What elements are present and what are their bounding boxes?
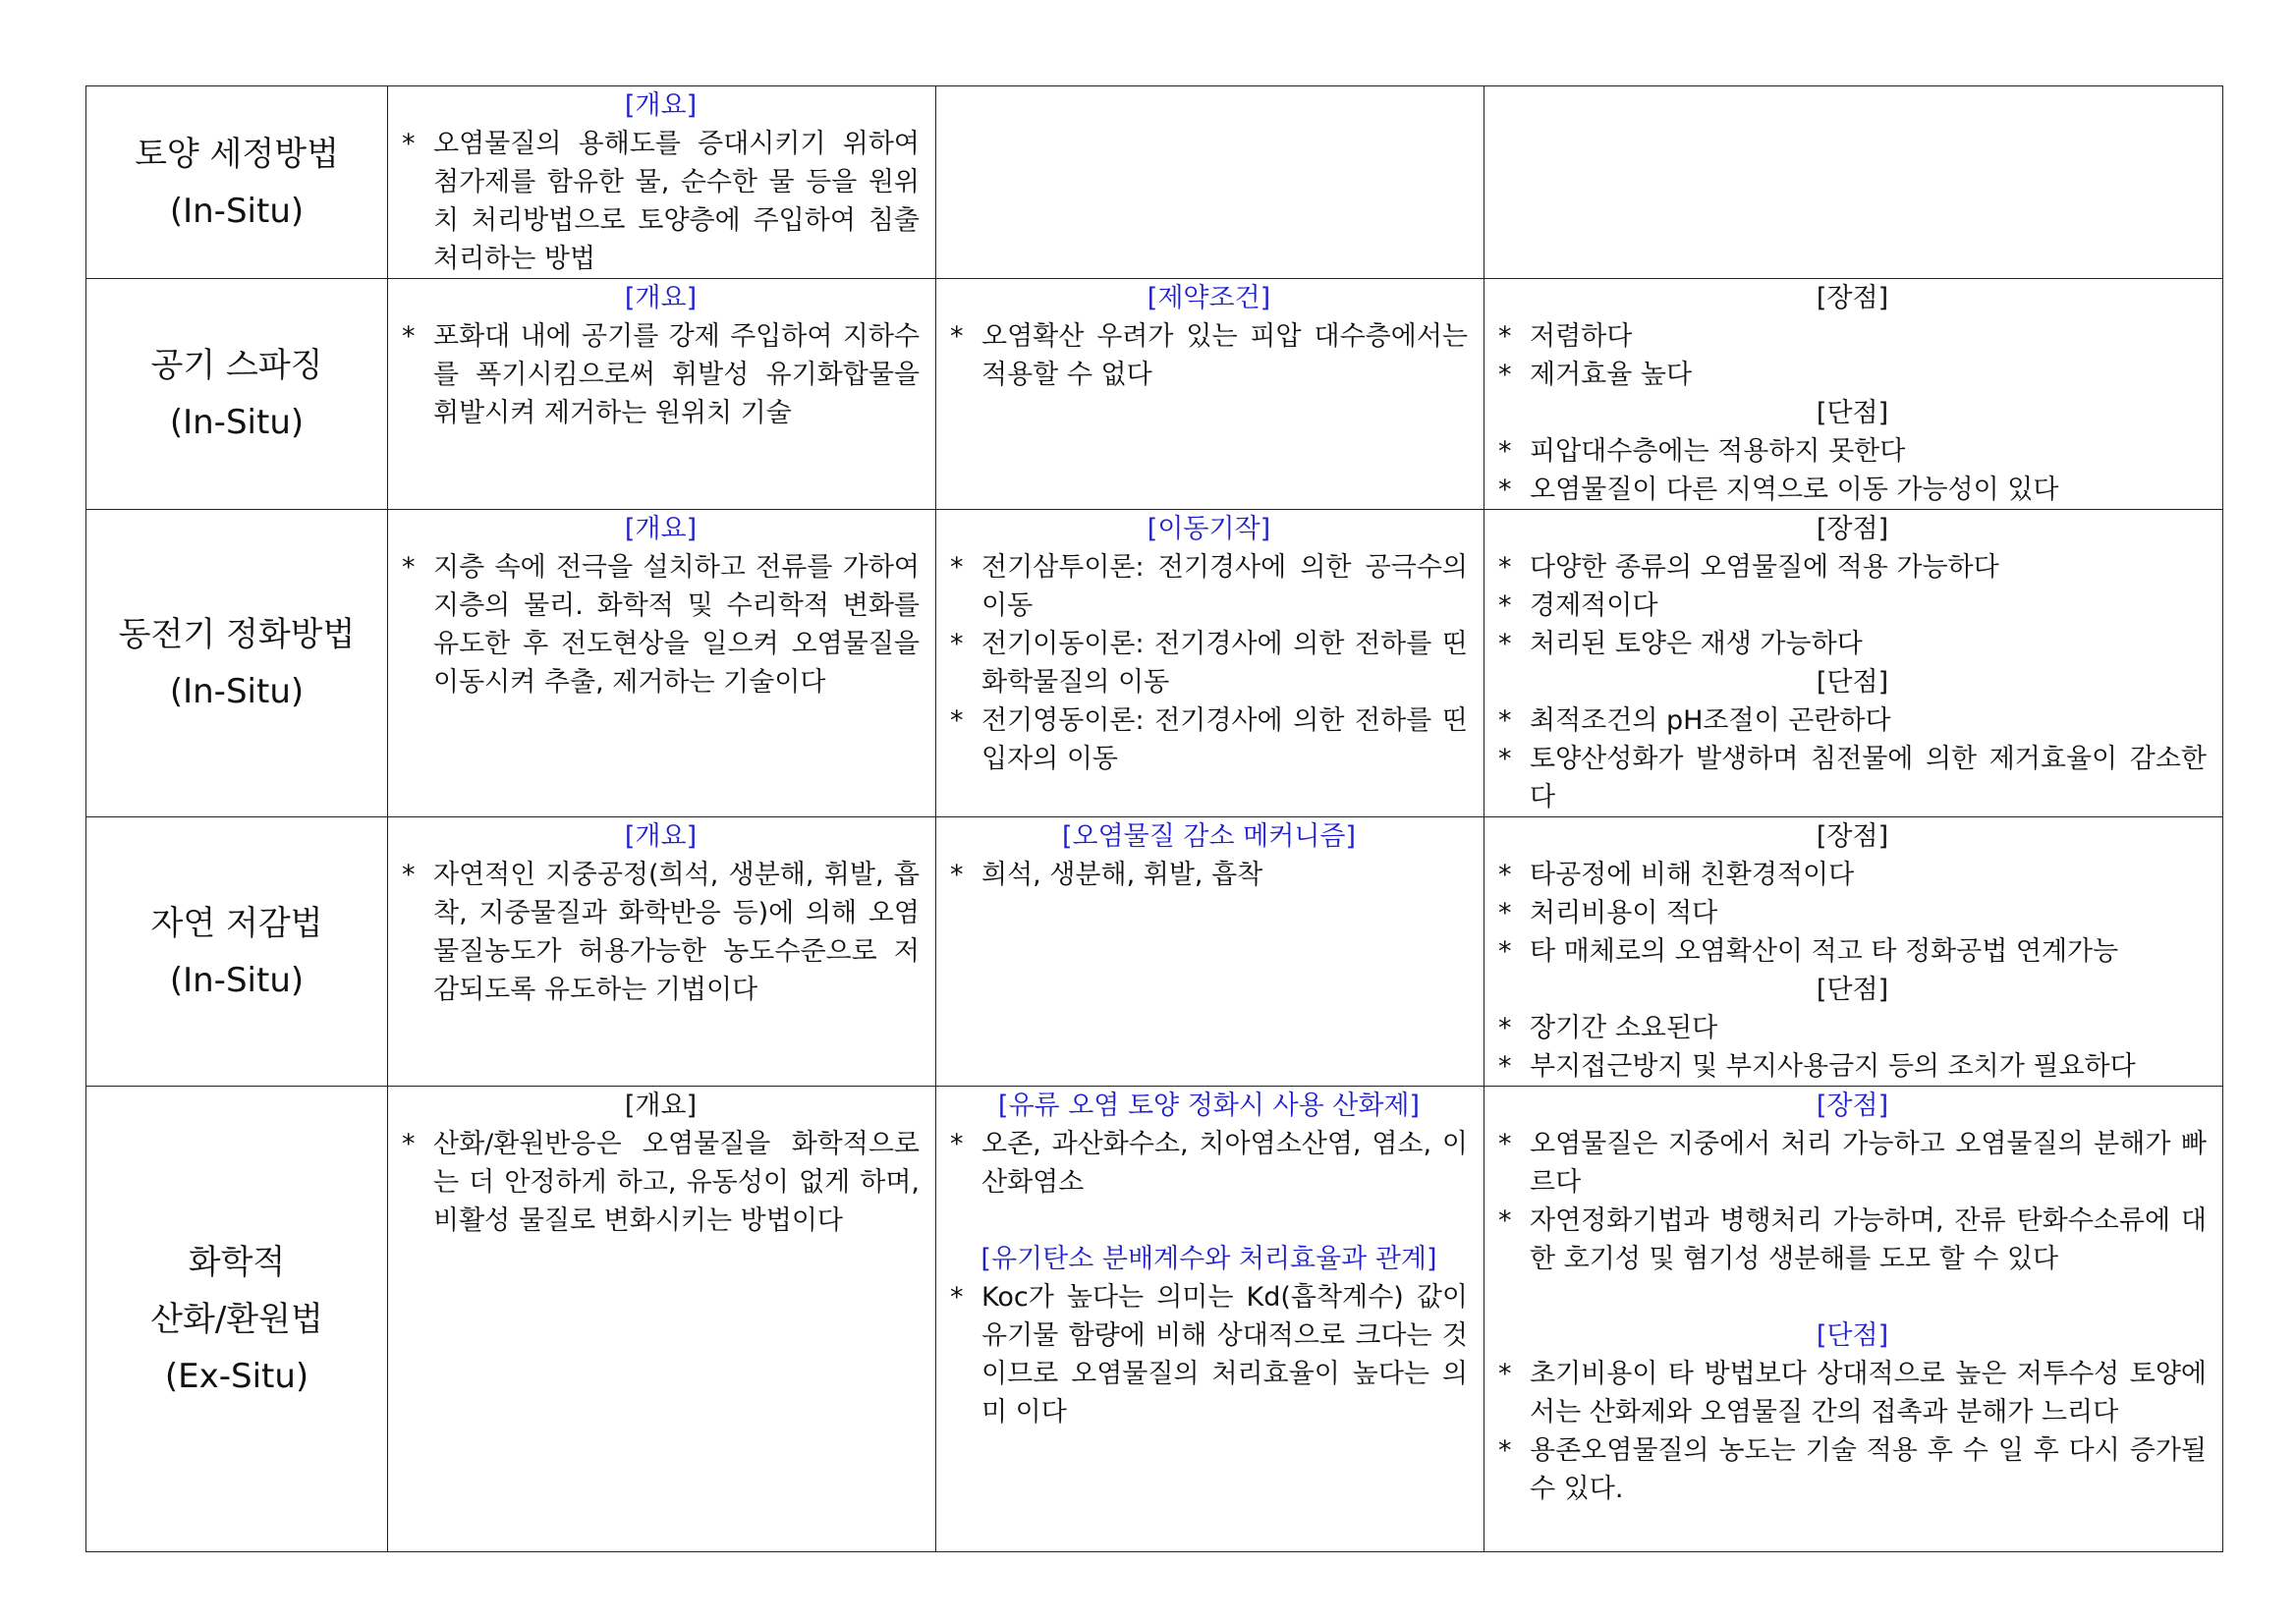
bullet-item: * 다양한 종류의 오염물질에 적용 가능하다 [1498, 548, 2207, 587]
pros-cons-cell [1484, 279, 2223, 510]
section-heading: [개요] [624, 283, 698, 313]
bullet-list [950, 1125, 1468, 1202]
details-cell [936, 817, 1484, 1087]
section-heading: [개요] [624, 821, 698, 852]
pros-cons-cell [1484, 510, 2223, 817]
bullet-list [950, 548, 1468, 778]
section-heading: [장점] [1816, 283, 1889, 313]
method-name-line: 동전기 정화방법 [118, 615, 356, 654]
bullet-item: * 처리비용이 적다 [1498, 894, 2207, 932]
section-heading: [단점] [1816, 667, 1889, 698]
method-name-line: 토양 세정방법 [135, 134, 339, 174]
bullet-item: * 전기삼투이론: 전기경사에 의한 공극수의 이동 [950, 548, 1468, 625]
remediation-methods-table [85, 85, 2223, 1552]
bullet-list [1498, 432, 2207, 509]
bullet-item: * Koc가 높다는 의미는 Kd(흡착계수) 값이 유기물 함량에 비해 상대적으로 크다는 것이므로 오염물질의 처리효율이 높다는 의미 이다 [950, 1278, 1468, 1431]
bullet-list [402, 856, 920, 1009]
bullet-item: * 제거효율 높다 [1498, 356, 2207, 394]
method-name-line: (In-Situ) [169, 191, 305, 231]
pros-cons-cell [1484, 817, 2223, 1087]
method-name-line: (In-Situ) [169, 403, 305, 442]
bullet-list [1498, 317, 2207, 394]
overview-cell [388, 510, 936, 817]
overview-cell [388, 86, 936, 279]
section-heading: [장점] [1816, 514, 1889, 544]
section-heading: [장점] [1816, 821, 1889, 852]
bullet-item: * 경제적이다 [1498, 587, 2207, 625]
bullet-item: * 자연적인 지중공정(희석, 생분해, 휘발, 흡착, 지중물질과 화학반응 등)에 의해 오염물질농도가 허용가능한 농도수준으로 저감되도록 유도하는 기법이다 [402, 856, 920, 1009]
bullet-list [402, 125, 920, 278]
method-name-line: (In-Situ) [169, 960, 305, 1000]
method-name-cell [86, 817, 388, 1087]
details-cell [936, 86, 1484, 279]
bullet-list [1498, 1125, 2207, 1278]
details-cell [936, 279, 1484, 510]
section-heading: [유류 오염 토양 정화시 사용 산화제] [997, 1091, 1421, 1121]
overview-cell [388, 1087, 936, 1552]
bullet-item: * 초기비용이 타 방법보다 상대적으로 높은 저투수성 토양에서는 산화제와 오염물질 간의 접촉과 분해가 느리다 [1498, 1355, 2207, 1431]
bullet-item: * 오염확산 우려가 있는 피압 대수층에서는 적용할 수 없다 [950, 317, 1468, 394]
method-name-line: 자연 저감법 [150, 903, 323, 943]
table-row [86, 817, 2223, 1087]
bullet-item: * 피압대수층에는 적용하지 못한다 [1498, 432, 2207, 471]
bullet-list [1498, 548, 2207, 663]
method-name-line: (Ex-Situ) [164, 1356, 309, 1396]
bullet-list [1498, 1009, 2207, 1086]
section-heading: [이동기작] [1147, 514, 1271, 544]
section-heading: [개요] [624, 90, 698, 121]
method-name-cell [86, 279, 388, 510]
method-name-line: 공기 스파징 [150, 346, 323, 385]
section-heading: [유기탄소 분배계수와 처리효율과 관계] [980, 1244, 1437, 1274]
section-heading: [제약조건] [1147, 283, 1271, 313]
bullet-list [1498, 1355, 2207, 1508]
bullet-item: * 장기간 소요된다 [1498, 1009, 2207, 1047]
bullet-item: * 산화/환원반응은 오염물질을 화학적으로는 더 안정하게 하고, 유동성이 없게 하며, 비활성 물질로 변화시키는 방법이다 [402, 1125, 920, 1240]
bullet-list [402, 548, 920, 701]
pros-cons-cell [1484, 86, 2223, 279]
table-row [86, 279, 2223, 510]
section-heading: [개요] [624, 1091, 698, 1121]
section-heading: [단점] [1816, 398, 1889, 428]
method-name-line: 화학적 [188, 1242, 286, 1282]
bullet-list [402, 1125, 920, 1240]
method-name-line: 산화/환원법 [150, 1299, 323, 1339]
section-heading: [단점] [1816, 975, 1889, 1005]
pros-cons-cell [1484, 1087, 2223, 1552]
method-name-cell [86, 86, 388, 279]
details-cell [936, 510, 1484, 817]
method-name-cell [86, 510, 388, 817]
bullet-item: * 포화대 내에 공기를 강제 주입하여 지하수를 폭기시킴으로써 휘발성 유기화합물을 휘발시켜 제거하는 원위치 기술 [402, 317, 920, 432]
bullet-item: * 오존, 과산화수소, 치아염소산염, 염소, 이산화염소 [950, 1125, 1468, 1202]
bullet-item: * 토양산성화가 발생하며 침전물에 의한 제거효율이 감소한다 [1498, 740, 2207, 816]
section-heading: [개요] [624, 514, 698, 544]
overview-cell [388, 279, 936, 510]
bullet-item: * 오염물질이 다른 지역으로 이동 가능성이 있다 [1498, 471, 2207, 509]
bullet-item: * 용존오염물질의 농도는 기술 적용 후 수 일 후 다시 증가될 수 있다. [1498, 1431, 2207, 1508]
bullet-item: * 지층 속에 전극을 설치하고 전류를 가하여 지층의 물리. 화학적 및 수리학적 변화를 유도한 후 전도현상을 일으켜 오염물질을 이동시켜 추출, 제거하는 기술이다 [402, 548, 920, 701]
bullet-item: * 희석, 생분해, 휘발, 흡착 [950, 856, 1468, 894]
table-row [86, 510, 2223, 817]
bullet-list [1498, 701, 2207, 816]
bullet-item: * 타공정에 비해 친환경적이다 [1498, 856, 2207, 894]
bullet-list [950, 1278, 1468, 1431]
bullet-list [950, 317, 1468, 394]
bullet-item: * 오염물질의 용해도를 증대시키기 위하여 첨가제를 함유한 물, 순수한 물 등을 원위치 처리방법으로 토양층에 주입하여 침출처리하는 방법 [402, 125, 920, 278]
overview-cell [388, 817, 936, 1087]
bullet-item: * 자연정화기법과 병행처리 가능하며, 잔류 탄화수소류에 대한 호기성 및 혐기성 생분해를 도모 할 수 있다 [1498, 1202, 2207, 1278]
spacer [950, 1202, 1468, 1240]
bullet-item: * 처리된 토양은 재생 가능하다 [1498, 625, 2207, 663]
bullet-item: * 오염물질은 지중에서 처리 가능하고 오염물질의 분해가 빠르다 [1498, 1125, 2207, 1202]
section-heading: [오염물질 감소 메커니즘] [1061, 821, 1357, 852]
bullet-item: * 전기영동이론: 전기경사에 의한 전하를 띤 입자의 이동 [950, 701, 1468, 778]
bullet-list [402, 317, 920, 432]
method-name-line: (In-Situ) [169, 672, 305, 711]
spacer [1498, 1278, 2207, 1316]
section-heading: [단점] [1816, 1320, 1889, 1351]
bullet-item: * 저렴하다 [1498, 317, 2207, 356]
bullet-item: * 전기이동이론: 전기경사에 의한 전하를 띤 화학물질의 이동 [950, 625, 1468, 701]
bullet-list [950, 856, 1468, 894]
section-heading: [장점] [1816, 1091, 1889, 1121]
table-body [86, 86, 2223, 1552]
bullet-item: * 부지접근방지 및 부지사용금지 등의 조치가 필요하다 [1498, 1047, 2207, 1086]
bullet-item: * 최적조건의 pH조절이 곤란하다 [1498, 701, 2207, 740]
method-name-cell [86, 1087, 388, 1552]
bullet-item: * 타 매체로의 오염확산이 적고 타 정화공법 연계가능 [1498, 932, 2207, 971]
bullet-list [1498, 856, 2207, 971]
table-row [86, 1087, 2223, 1552]
table-row [86, 86, 2223, 279]
details-cell [936, 1087, 1484, 1552]
